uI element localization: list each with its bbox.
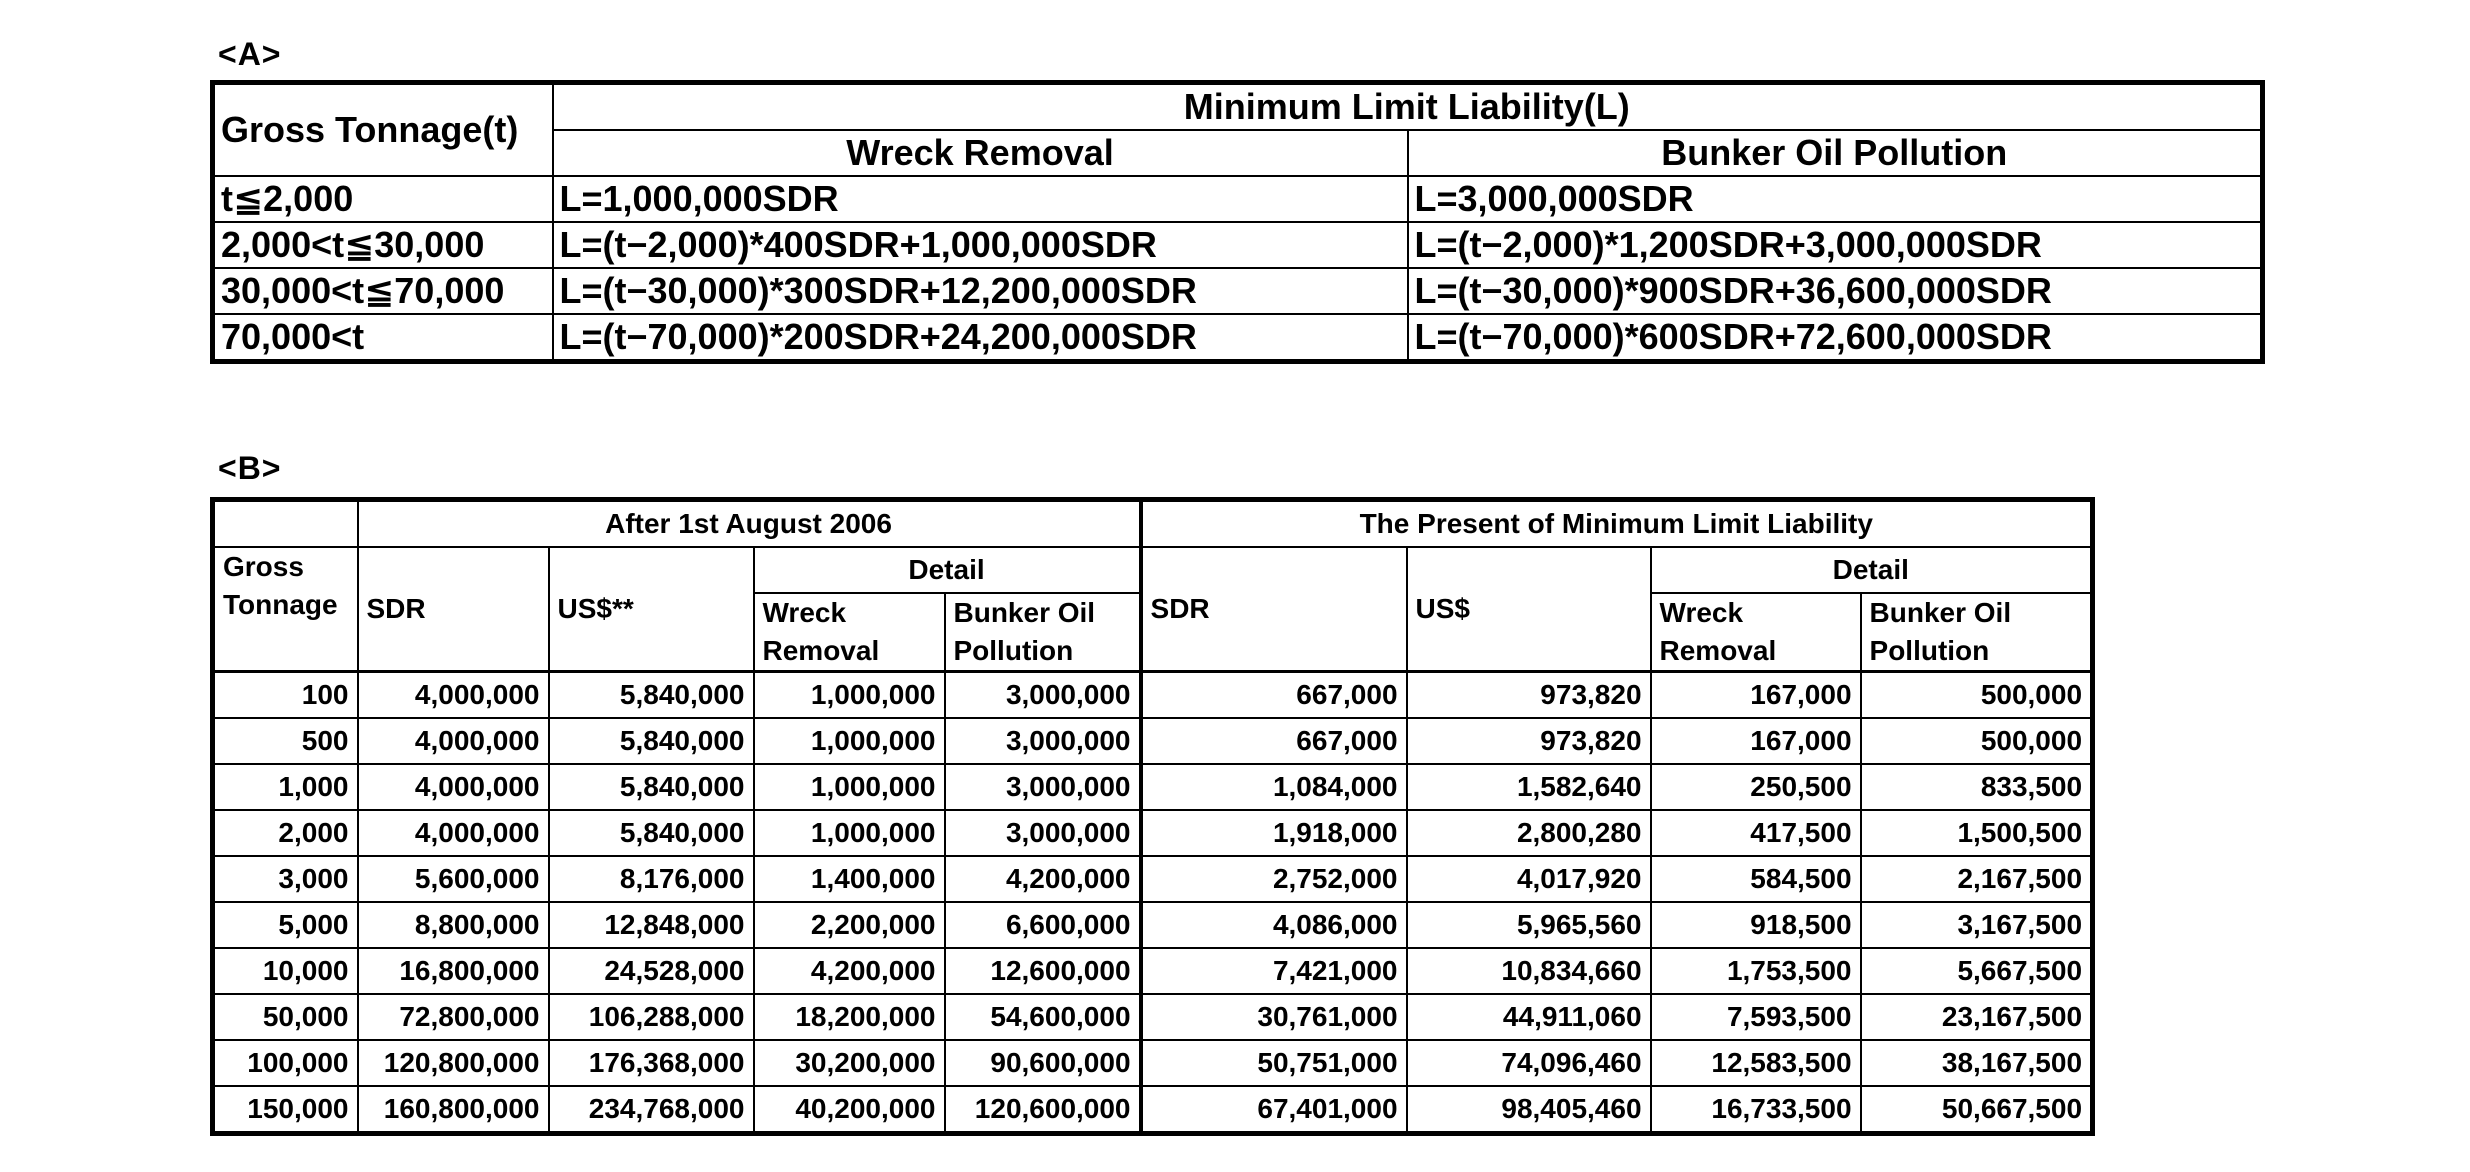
usd-cell: 5,840,000 [549, 718, 754, 764]
table-row [213, 902, 2093, 948]
wreck-removal-header: Wreck Removal [754, 593, 945, 672]
gross-tonnage-cell: 50,000 [213, 994, 358, 1040]
wreck-removal-cell: 1,000,000 [754, 718, 945, 764]
wreck-removal-cell: 30,200,000 [754, 1040, 945, 1086]
present-wreck-removal-cell: 7,593,500 [1651, 994, 1861, 1040]
detail-header: Detail [754, 547, 1141, 593]
wreck-removal-header: Wreck Removal [553, 130, 1408, 176]
present-wreck-removal-cell: 918,500 [1651, 902, 1861, 948]
gross-tonnage-cell: 10,000 [213, 948, 358, 994]
sdr-cell: 4,000,000 [358, 810, 549, 856]
usd-cell: 5,840,000 [549, 672, 754, 719]
present-bunker-oil-cell: 5,667,500 [1861, 948, 2093, 994]
table-row [213, 810, 2093, 856]
gross-tonnage-cell: 100,000 [213, 1040, 358, 1086]
bunker-formula-cell: L=(t−70,000)*600SDR+72,600,000SDR [1408, 314, 2263, 362]
sdr-cell: 4,000,000 [358, 718, 549, 764]
usd-cell: 234,768,000 [549, 1086, 754, 1134]
section-b-label: <B> [218, 450, 282, 486]
present-bunker-oil-cell: 38,167,500 [1861, 1040, 2093, 1086]
gross-tonnage-header: Gross Tonnage(t) [213, 83, 553, 177]
gross-tonnage-cell: 100 [213, 672, 358, 719]
sdr-cell: 4,000,000 [358, 764, 549, 810]
table-row [213, 718, 2093, 764]
bunker-oil-cell: 3,000,000 [945, 810, 1141, 856]
minimum-limit-header: Minimum Limit Liability(L) [553, 83, 2263, 131]
wreck-removal-cell: 1,000,000 [754, 764, 945, 810]
wreck-removal-cell: 18,200,000 [754, 994, 945, 1040]
tonnage-range-cell: t≦2,000 [213, 176, 553, 222]
present-wreck-removal-cell: 1,753,500 [1651, 948, 1861, 994]
sdr-cell: 160,800,000 [358, 1086, 549, 1134]
present-sdr-cell: 2,752,000 [1141, 856, 1407, 902]
sdr-cell: 120,800,000 [358, 1040, 549, 1086]
wreck-formula-cell: L=(t−30,000)*300SDR+12,200,000SDR [553, 268, 1408, 314]
present-bunker-oil-cell: 50,667,500 [1861, 1086, 2093, 1134]
usd-cell: 106,288,000 [549, 994, 754, 1040]
present-bunker-oil-cell: 2,167,500 [1861, 856, 2093, 902]
gross-tonnage-cell: 5,000 [213, 902, 358, 948]
sdr-cell: 72,800,000 [358, 994, 549, 1040]
usd-cell: 176,368,000 [549, 1040, 754, 1086]
tonnage-range-cell: 30,000<t≦70,000 [213, 268, 553, 314]
table-row [213, 948, 2093, 994]
wreck-formula-cell: L=1,000,000SDR [553, 176, 1408, 222]
present-usd-cell: 2,800,280 [1407, 810, 1651, 856]
present-usd-cell: 98,405,460 [1407, 1086, 1651, 1134]
sdr-cell: 5,600,000 [358, 856, 549, 902]
present-wreck-removal-header: Wreck Removal [1651, 593, 1861, 672]
present-sdr-cell: 67,401,000 [1141, 1086, 1407, 1134]
section-a-label: <A> [218, 36, 282, 72]
present-sdr-cell: 1,084,000 [1141, 764, 1407, 810]
table-row [213, 1040, 2093, 1086]
present-sdr-cell: 7,421,000 [1141, 948, 1407, 994]
present-sdr-cell: 4,086,000 [1141, 902, 1407, 948]
bunker-oil-cell: 120,600,000 [945, 1086, 1141, 1134]
formula-row [213, 314, 2263, 362]
present-sdr-header: SDR [1141, 547, 1407, 672]
present-wreck-removal-cell: 167,000 [1651, 718, 1861, 764]
present-bunker-oil-cell: 1,500,500 [1861, 810, 2093, 856]
bunker-oil-cell: 3,000,000 [945, 718, 1141, 764]
sdr-header: SDR [358, 547, 549, 672]
bunker-formula-cell: L=(t−2,000)*1,200SDR+3,000,000SDR [1408, 222, 2263, 268]
present-sdr-cell: 30,761,000 [1141, 994, 1407, 1040]
present-bunker-oil-header: Bunker Oil Pollution [1861, 593, 2093, 672]
table-row [213, 856, 2093, 902]
present-usd-cell: 973,820 [1407, 672, 1651, 719]
present-wreck-removal-cell: 16,733,500 [1651, 1086, 1861, 1134]
present-usd-cell: 1,582,640 [1407, 764, 1651, 810]
present-wreck-removal-cell: 12,583,500 [1651, 1040, 1861, 1086]
present-sdr-cell: 50,751,000 [1141, 1040, 1407, 1086]
present-wreck-removal-cell: 584,500 [1651, 856, 1861, 902]
usd-cell: 5,840,000 [549, 810, 754, 856]
present-wreck-removal-cell: 417,500 [1651, 810, 1861, 856]
present-usd-cell: 973,820 [1407, 718, 1651, 764]
present-usd-cell: 10,834,660 [1407, 948, 1651, 994]
bunker-oil-cell: 54,600,000 [945, 994, 1141, 1040]
wreck-removal-cell: 40,200,000 [754, 1086, 945, 1134]
bunker-oil-cell: 12,600,000 [945, 948, 1141, 994]
table-row [213, 1086, 2093, 1134]
usd-cell: 24,528,000 [549, 948, 754, 994]
gross-tonnage-cell: 1,000 [213, 764, 358, 810]
bunker-oil-cell: 6,600,000 [945, 902, 1141, 948]
wreck-removal-cell: 1,000,000 [754, 672, 945, 719]
gross-tonnage-cell: 500 [213, 718, 358, 764]
table-row [213, 672, 2093, 719]
gross-tonnage-cell: 3,000 [213, 856, 358, 902]
after-2006-header: After 1st August 2006 [358, 500, 1141, 548]
wreck-removal-cell: 1,400,000 [754, 856, 945, 902]
wreck-removal-cell: 1,000,000 [754, 810, 945, 856]
present-bunker-oil-cell: 23,167,500 [1861, 994, 2093, 1040]
present-usd-cell: 4,017,920 [1407, 856, 1651, 902]
formula-row [213, 176, 2263, 222]
bunker-oil-cell: 3,000,000 [945, 764, 1141, 810]
present-header: The Present of Minimum Limit Liability [1141, 500, 2093, 548]
bunker-formula-cell: L=3,000,000SDR [1408, 176, 2263, 222]
tonnage-range-cell: 2,000<t≦30,000 [213, 222, 553, 268]
bunker-oil-header: Bunker Oil Pollution [945, 593, 1141, 672]
present-sdr-cell: 667,000 [1141, 718, 1407, 764]
bunker-formula-cell: L=(t−30,000)*900SDR+36,600,000SDR [1408, 268, 2263, 314]
formula-row [213, 268, 2263, 314]
usd-header: US$** [549, 547, 754, 672]
sdr-cell: 16,800,000 [358, 948, 549, 994]
bunker-oil-cell: 3,000,000 [945, 672, 1141, 719]
usd-cell: 5,840,000 [549, 764, 754, 810]
gross-tonnage-cell: 2,000 [213, 810, 358, 856]
present-bunker-oil-cell: 500,000 [1861, 672, 2093, 719]
formula-row [213, 222, 2263, 268]
table-a-body [213, 176, 2263, 362]
wreck-removal-cell: 4,200,000 [754, 948, 945, 994]
present-bunker-oil-cell: 833,500 [1861, 764, 2093, 810]
table-b-body [213, 672, 2093, 1134]
present-bunker-oil-cell: 500,000 [1861, 718, 2093, 764]
present-wreck-removal-cell: 167,000 [1651, 672, 1861, 719]
wreck-formula-cell: L=(t−70,000)*200SDR+24,200,000SDR [553, 314, 1408, 362]
sdr-cell: 8,800,000 [358, 902, 549, 948]
usd-cell: 12,848,000 [549, 902, 754, 948]
bunker-oil-header: Bunker Oil Pollution [1408, 130, 2263, 176]
present-wreck-removal-cell: 250,500 [1651, 764, 1861, 810]
present-usd-cell: 74,096,460 [1407, 1040, 1651, 1086]
gross-tonnage-header: Gross Tonnage [213, 547, 358, 672]
liability-amount-table [210, 497, 2095, 1136]
bunker-oil-cell: 4,200,000 [945, 856, 1141, 902]
present-bunker-oil-cell: 3,167,500 [1861, 902, 2093, 948]
blank-corner-cell [213, 500, 358, 548]
present-sdr-cell: 667,000 [1141, 672, 1407, 719]
liability-formula-table [210, 80, 2265, 364]
gross-tonnage-cell: 150,000 [213, 1086, 358, 1134]
table-row [213, 994, 2093, 1040]
present-usd-cell: 5,965,560 [1407, 902, 1651, 948]
present-usd-header: US$ [1407, 547, 1651, 672]
present-sdr-cell: 1,918,000 [1141, 810, 1407, 856]
present-detail-header: Detail [1651, 547, 2093, 593]
table-row [213, 764, 2093, 810]
sdr-cell: 4,000,000 [358, 672, 549, 719]
usd-cell: 8,176,000 [549, 856, 754, 902]
present-usd-cell: 44,911,060 [1407, 994, 1651, 1040]
bunker-oil-cell: 90,600,000 [945, 1040, 1141, 1086]
wreck-removal-cell: 2,200,000 [754, 902, 945, 948]
wreck-formula-cell: L=(t−2,000)*400SDR+1,000,000SDR [553, 222, 1408, 268]
tonnage-range-cell: 70,000<t [213, 314, 553, 362]
